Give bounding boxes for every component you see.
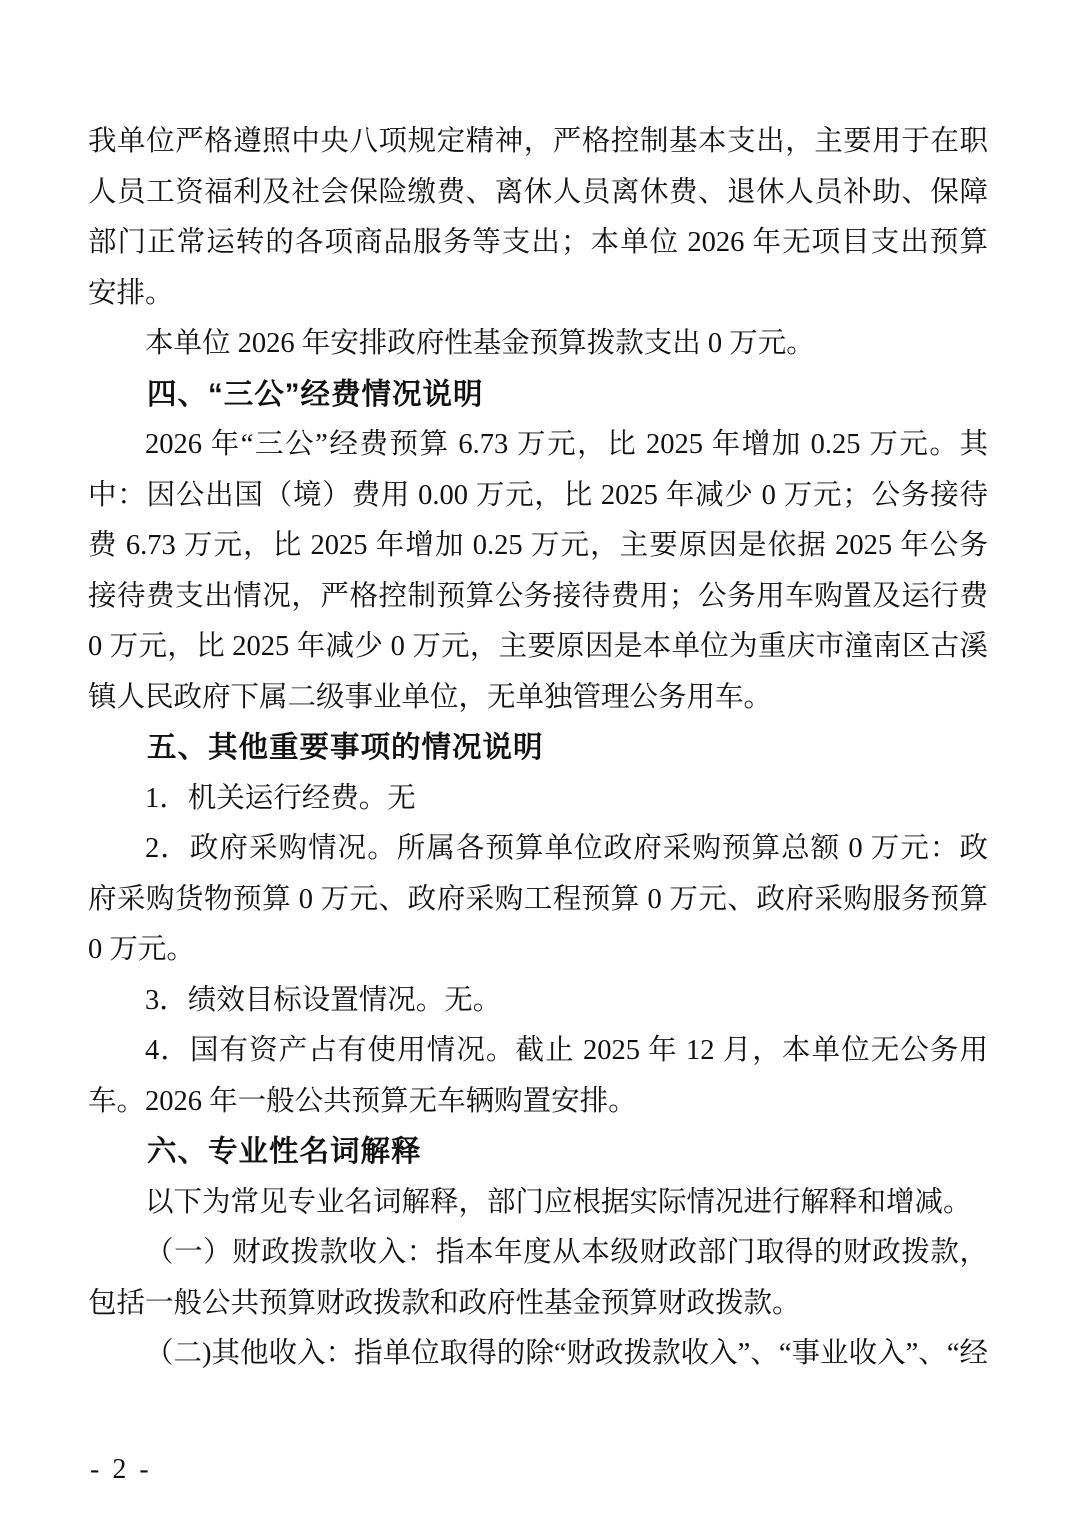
section-heading: 五、其他重要事项的情况说明 — [147, 731, 544, 764]
paragraph-line: 2．政府采购情况。所属各预算单位政府采购预算总额 0 万元：政 — [145, 833, 988, 864]
paragraph-line: 我单位严格遵照中央八项规定精神，严格控制基本支出，主要用于在职 — [88, 126, 988, 157]
paragraph-line: 接待费支出情况，严格控制预算公务接待费用；公务用车购置及运行费 — [88, 580, 988, 612]
paragraph-line: 本单位 2026 年安排政府性基金预算拨款支出 0 万元。 — [145, 328, 815, 359]
paragraph-line: 车。2026 年一般公共预算无车辆购置安排。 — [88, 1085, 637, 1117]
page-number: - 2 - — [90, 1454, 152, 1485]
paragraph-line: 镇人民政府下属二级事业单位，无单独管理公务用车。 — [88, 681, 773, 713]
paragraph-line: 人员工资福利及社会保险缴费、离休人员离休费、退休人员补助、保障 — [88, 176, 988, 208]
paragraph-line: 包括一般公共预算财政拨款和政府性基金预算财政拨款。 — [88, 1287, 801, 1319]
paragraph-line: 4．国有资产占有使用情况。截止 2025 年 12 月，本单位无公务用 — [145, 1035, 988, 1066]
paragraph-line: （二)其他收入：指单位取得的除“财政拨款收入”、“事业收入”、“经 — [145, 1338, 988, 1369]
paragraph-line: 部门正常运转的各项商品服务等支出；本单位 2026 年无项目支出预算 — [88, 227, 988, 258]
page-footer — [90, 1452, 152, 1488]
section-heading: 四、“三公”经费情况说明 — [147, 377, 484, 411]
paragraph-line: 0 万元，比 2025 年减少 0 万元，主要原因是本单位为重庆市潼南区古溪 — [88, 631, 988, 662]
paragraph-line: （一）财政拨款收入：指本年度从本级财政部门取得的财政拨款， — [145, 1237, 988, 1268]
paragraph-line: 安排。 — [88, 277, 174, 309]
paragraph-line: 费 6.73 万元，比 2025 年增加 0.25 万元，主要原因是依据 2025 年公务 — [88, 530, 988, 561]
section-heading: 六、专业性名词解释 — [147, 1135, 422, 1168]
paragraph-line: 0 万元。 — [88, 934, 195, 965]
paragraph-line: 1．机关运行经费。无 — [145, 782, 416, 814]
paragraph-line: 以下为常见专业名词解释，部门应根据实际情况进行解释和增减。 — [145, 1186, 972, 1218]
paragraph-line: 3．绩效目标设置情况。无。 — [145, 984, 502, 1016]
paragraph-line: 府采购货物预算 0 万元、政府采购工程预算 0 万元、政府采购服务预算 — [88, 883, 988, 915]
paragraph-line: 中：因公出国（境）费用 0.00 万元，比 2025 年减少 0 万元；公务接待 — [88, 479, 988, 511]
document-body — [88, 117, 988, 1380]
paragraph-line: 2026 年“三公”经费预算 6.73 万元，比 2025 年增加 0.25 万元。其 — [145, 429, 988, 460]
